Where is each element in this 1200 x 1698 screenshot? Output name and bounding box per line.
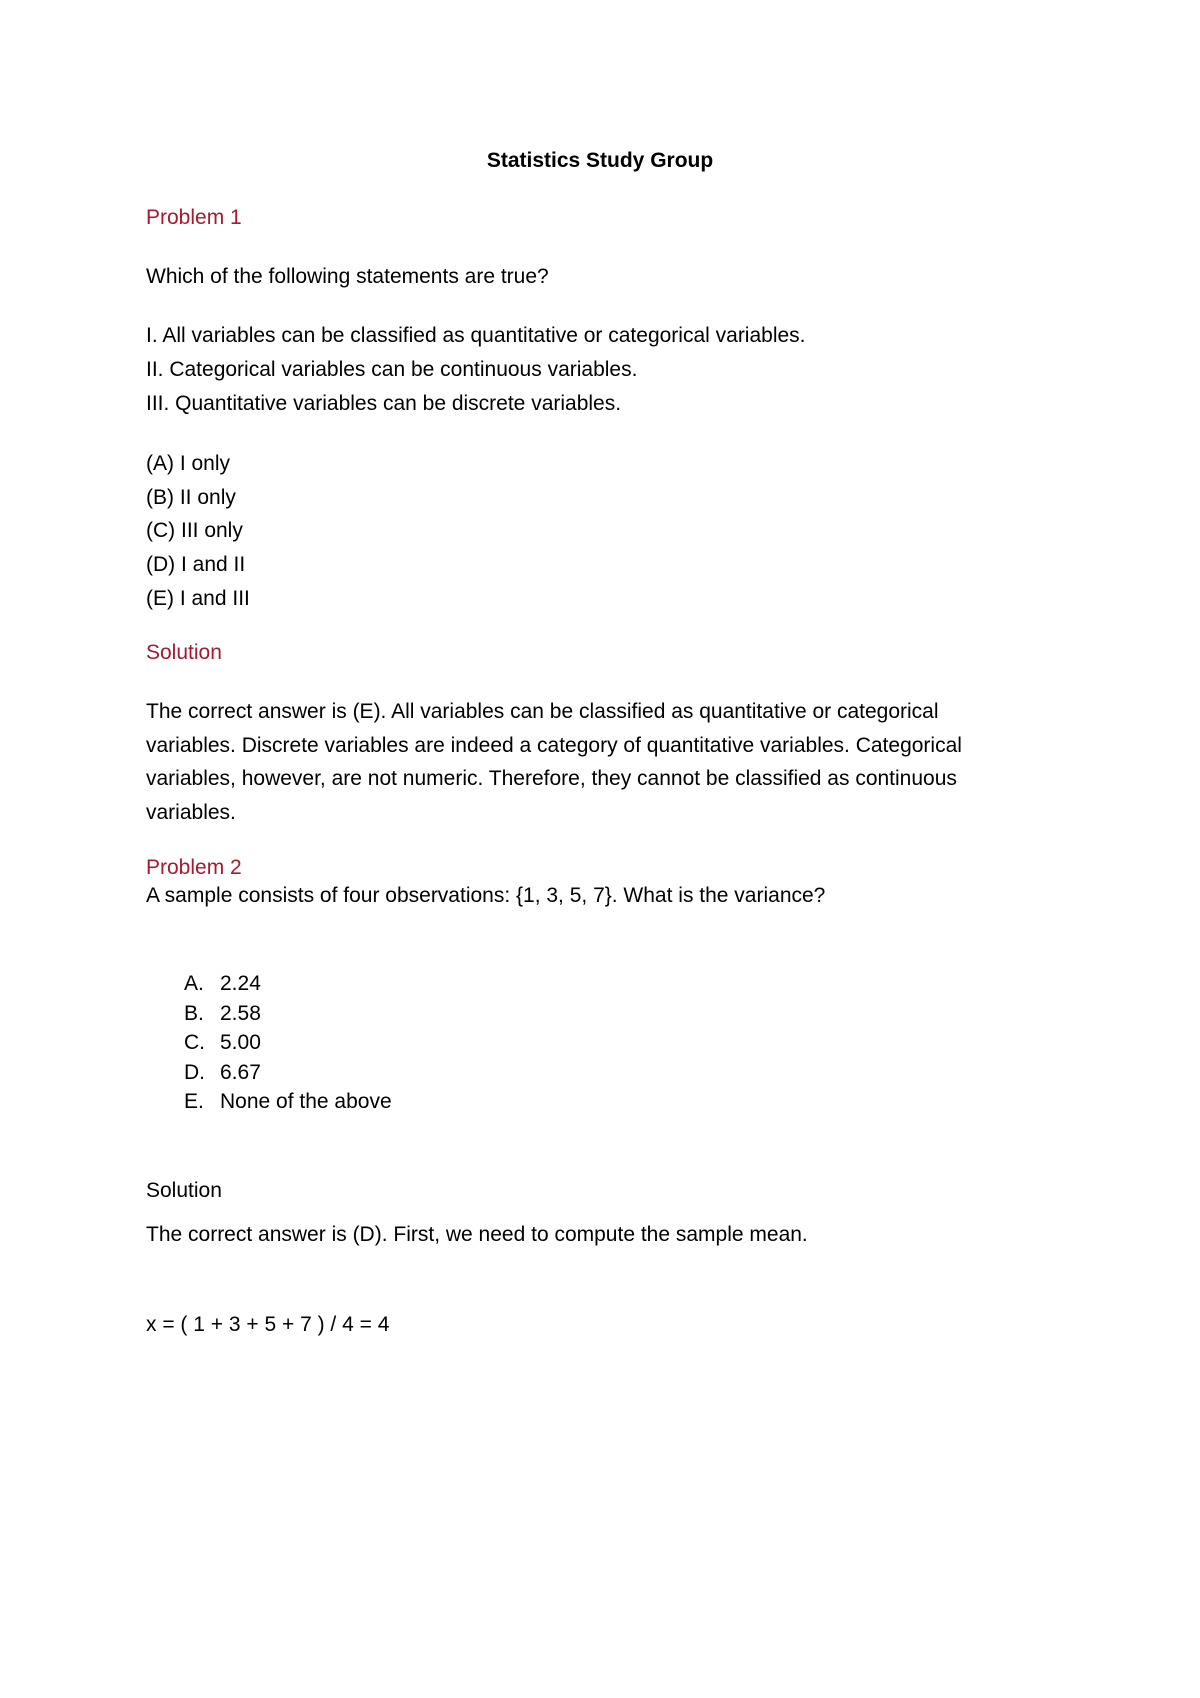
- problem-2-option-c: [184, 1030, 261, 1056]
- option-text: 2.24: [220, 972, 261, 995]
- option-letter: A.: [184, 972, 204, 995]
- option-text: 2.58: [220, 1002, 261, 1025]
- problem-1-statement: II. Categorical variables can be continuous variables.: [146, 358, 638, 381]
- option-letter: E.: [184, 1090, 204, 1113]
- problem-2-option-a: [184, 971, 261, 997]
- option-text: 6.67: [220, 1061, 261, 1084]
- problem-1-statement: III. Quantitative variables can be discrete variables.: [146, 392, 622, 415]
- problem-2-question: A sample consists of four observations: {1, 3, 5, 7}. What is the variance?: [146, 884, 826, 907]
- option-letter: C.: [184, 1031, 205, 1054]
- problem-2-option-d: [184, 1060, 261, 1086]
- problem-1-solution-line: The correct answer is (E). All variables can be classified as quantitative or categorical: [146, 700, 939, 723]
- option-text: None of the above: [220, 1090, 392, 1113]
- option-letter: D.: [184, 1061, 205, 1084]
- problem-1-heading: Problem 1: [146, 206, 242, 229]
- problem-1-solution-line: variables. Discrete variables are indeed a category of quantitative variables. Categorical: [146, 734, 962, 757]
- problem-1-option-b: (B) II only: [146, 486, 236, 509]
- problem-2-solution-heading: Solution: [146, 1179, 222, 1202]
- problem-1-statement: I. All variables can be classified as quantitative or categorical variables.: [146, 324, 806, 347]
- problem-1-option-c: (C) III only: [146, 519, 243, 542]
- problem-1-option-a: (A) I only: [146, 452, 231, 475]
- problem-2-option-e: [184, 1089, 392, 1115]
- problem-2-solution-text: The correct answer is (D). First, we need to compute the sample mean.: [146, 1223, 808, 1246]
- option-letter: B.: [184, 1002, 204, 1025]
- problem-1-question: Which of the following statements are true?: [146, 265, 549, 288]
- problem-1-solution-line: variables, however, are not numeric. Therefore, they cannot be classified as continuous: [146, 767, 957, 790]
- problem-1-solution-heading: Solution: [146, 641, 222, 664]
- problem-2-option-b: [184, 1001, 261, 1027]
- problem-1-option-d: (D) I and II: [146, 553, 246, 576]
- problem-2-heading: Problem 2: [146, 856, 242, 879]
- option-text: 5.00: [220, 1031, 261, 1054]
- document-title: Statistics Study Group: [486, 149, 714, 172]
- problem-1-option-e: (E) I and III: [146, 587, 250, 610]
- problem-2-equation: x = ( 1 + 3 + 5 + 7 ) / 4 = 4: [146, 1313, 390, 1336]
- problem-1-solution-line: variables.: [146, 801, 236, 824]
